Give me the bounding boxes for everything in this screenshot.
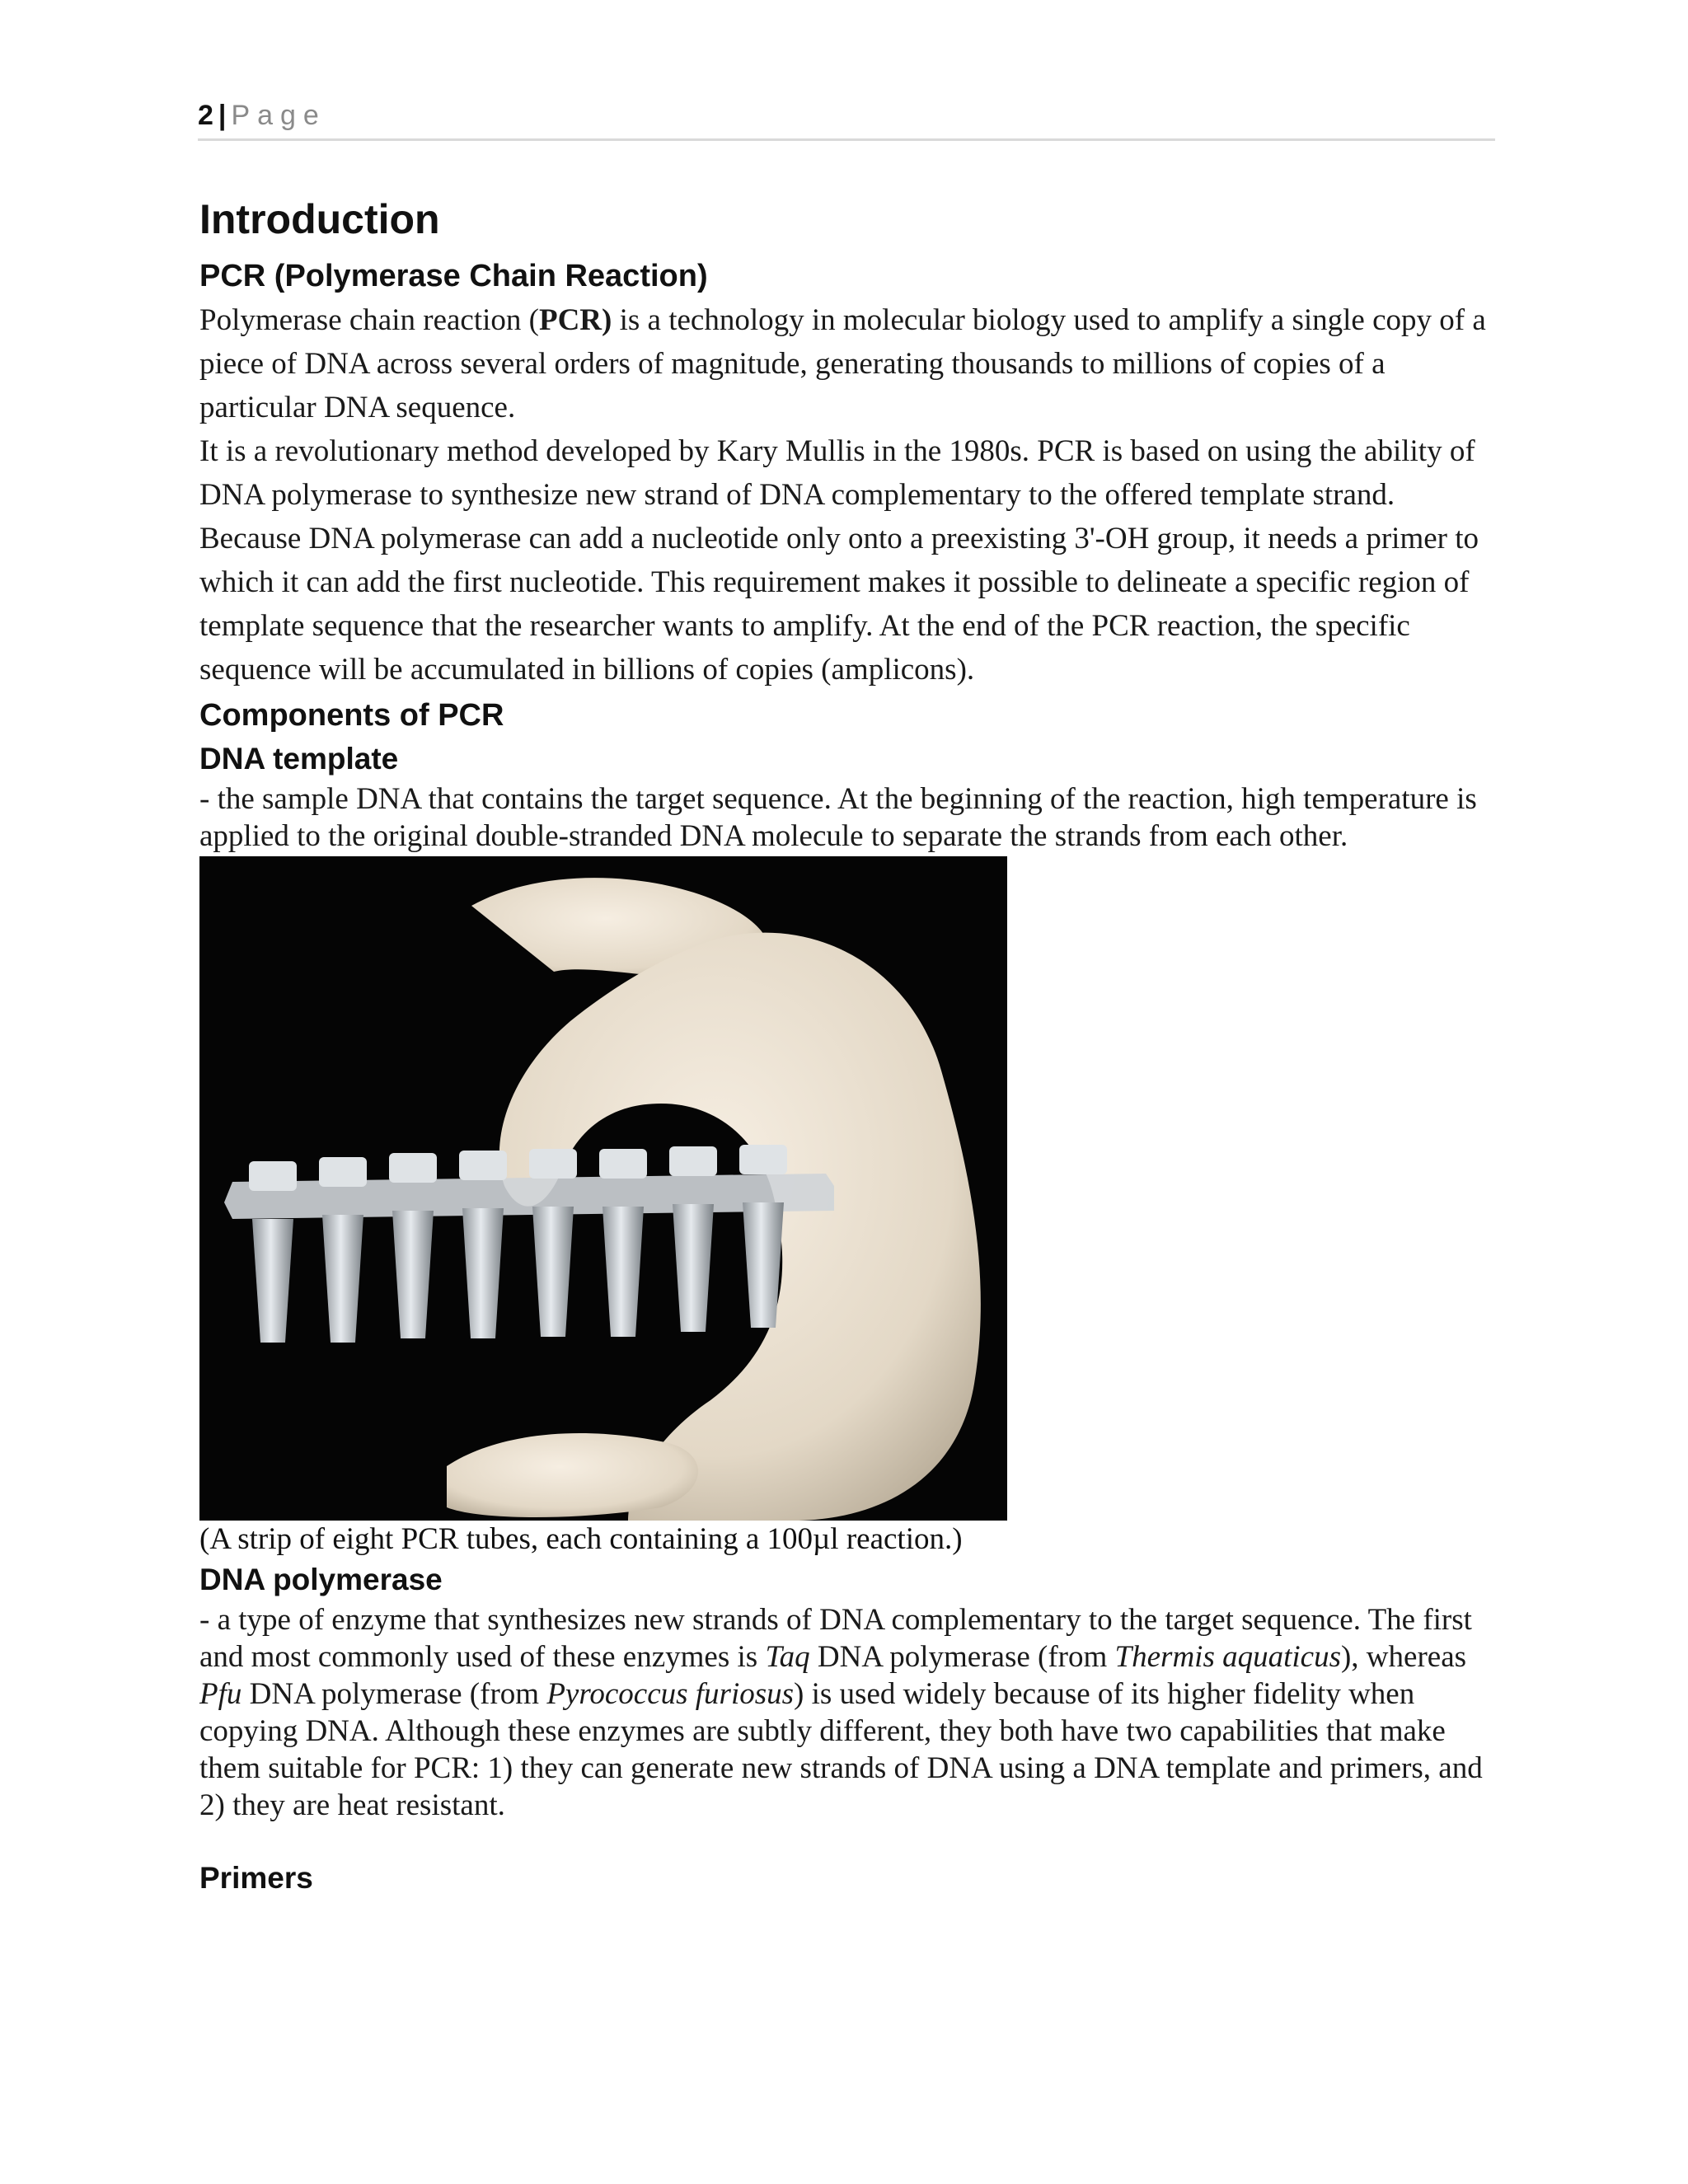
polymerase-text-2: DNA polymerase (from [809, 1640, 1115, 1674]
page-header [198, 99, 1495, 141]
pcr-heading: PCR (Polymerase Chain Reaction) [199, 259, 708, 293]
page-number: 2 [198, 100, 213, 131]
pcr-para1-text: Polymerase chain reaction ( [199, 303, 539, 337]
pcr-paragraph-2: It is a revolutionary method developed by Kary Mullis in the 1980s. PCR is based on using the ability of DNA polymerase to synthesize new strand of DNA complementary to the offered template strand. Because DNA polymerase can add a nucleotide only onto a preexisting 3'-OH group, it needs a primer to which it can add the first nucleotide. This requirement makes it possible to delineate a specific region of template sequence that the researcher wants to amplify. At the end of the PCR reaction, the specific sequence will be accumulated in billions of copies (amplicons). [199, 434, 1479, 687]
dna-template-heading: DNA template [199, 742, 399, 776]
components-heading: Components of PCR [199, 698, 504, 733]
figure-caption: (A strip of eight PCR tubes, each containing a 100µl reaction.) [199, 1522, 963, 1556]
pcr-para1-text-2: is a technology in molecular biology used to amplify a single copy of a piece of DNA across several orders of magnitude, generating thousands to millions of copies of a particular DNA sequence. [199, 303, 1486, 424]
page-word: Page [231, 100, 326, 131]
polymerase-text-4: DNA polymerase (from [241, 1677, 547, 1711]
pyrococcus-italic: Pyrococcus furiosus [546, 1677, 795, 1711]
pcr-abbrev: PCR) [538, 303, 612, 337]
pcr-paragraph-1 [199, 298, 1502, 429]
pcr-tubes-photo [199, 856, 1007, 1521]
pfu-italic: Pfu [199, 1677, 242, 1711]
polymerase-text-5: ) is used widely because of its higher fidelity when copying DNA. Although these enzymes are subtly different, they both have two capabilities that make them suitable for PCR: 1) they can generate new strands of DNA using a DNA template and primers, and 2) they are heat resistant. [199, 1677, 1483, 1822]
polymerase-text-3: ), whereas [1340, 1640, 1467, 1674]
header-separator: | [218, 100, 227, 131]
dna-polymerase-text [199, 1601, 1502, 1824]
taq-italic: Taq [765, 1640, 810, 1674]
intro-title: Introduction [199, 196, 440, 242]
document-body [199, 191, 1502, 1900]
dna-template-text: - the sample DNA that contains the target sequence. At the beginning of the reaction, high temperature is applied to the original double-stranded DNA molecule to separate the strands from each other. [199, 782, 1477, 853]
thermis-italic: Thermis aquaticus [1114, 1640, 1341, 1674]
primers-heading: Primers [199, 1861, 313, 1895]
polymerase-text-1: - a type of enzyme that synthesizes new strands of DNA complementary to the target sequence. The first and most commonly used of these enzymes is [199, 1603, 1472, 1674]
photo-illustration [199, 856, 1007, 1521]
dna-polymerase-heading: DNA polymerase [199, 1563, 443, 1596]
paragraph-spacer [199, 1824, 1502, 1857]
